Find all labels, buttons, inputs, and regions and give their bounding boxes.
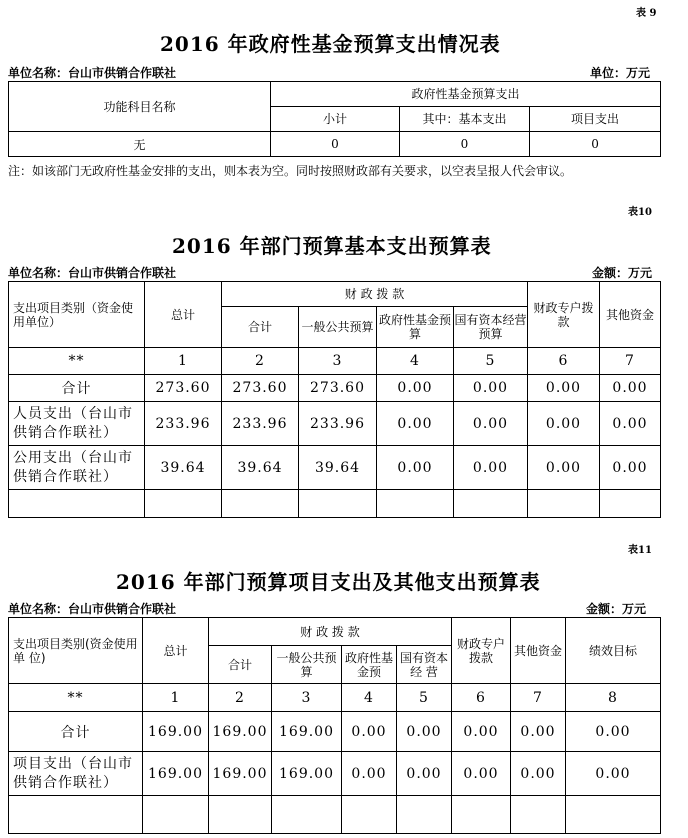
table-cell: 0.00 bbox=[511, 712, 566, 752]
currency-unit-label: 金额：万元 bbox=[586, 602, 647, 616]
table-footnote: 注：如该部门无政府性基金安排的支出，则本表为空。同时按照财政部有关要求，以空表呈报人代会审议。 bbox=[8, 164, 573, 178]
table-cell: 项目支出（台山市供销合作联社） bbox=[9, 752, 143, 796]
table-cell: 1 bbox=[143, 684, 209, 712]
header-category: 支出项目类别(资金使用单 位) bbox=[9, 618, 143, 684]
table-cell: 5 bbox=[397, 684, 452, 712]
currency-unit-label: 金额：万元 bbox=[592, 266, 653, 280]
table-cell: 0.00 bbox=[454, 446, 528, 490]
table-number-label: 表 9 bbox=[636, 8, 657, 19]
table-row bbox=[9, 375, 661, 402]
table-cell: 6 bbox=[452, 684, 511, 712]
header-special-account: 财政专户拨款 bbox=[528, 282, 600, 348]
header-subtotal: 合计 bbox=[209, 646, 272, 684]
table-cell: 8 bbox=[566, 684, 661, 712]
table-cell: 4 bbox=[377, 348, 454, 375]
table-cell: 0.00 bbox=[566, 712, 661, 752]
header-total: 总计 bbox=[145, 282, 222, 348]
table-cell: 233.96 bbox=[299, 402, 377, 446]
header-performance-target: 绩效目标 bbox=[566, 618, 661, 684]
table-row-empty bbox=[9, 796, 661, 834]
header-general-budget: 一般公共预算 bbox=[272, 646, 342, 684]
header-function-name: 功能科目名称 bbox=[9, 82, 271, 132]
table-cell: 0.00 bbox=[528, 375, 600, 402]
index-row bbox=[9, 684, 661, 712]
header-category: 支出项目类别（资金使用单位） bbox=[9, 282, 145, 348]
header-state-capital-budget: 国有资本经营预算 bbox=[454, 307, 528, 348]
table-cell: 3 bbox=[272, 684, 342, 712]
project-expenditure-table bbox=[8, 617, 661, 834]
table-title: 2016 年部门预算基本支出预算表 bbox=[172, 234, 492, 258]
table-row-empty bbox=[9, 490, 661, 518]
table-row bbox=[9, 712, 661, 752]
table-cell: 无 bbox=[9, 132, 271, 157]
header-state-capital-budget: 国有资本经 营 bbox=[397, 646, 452, 684]
table-cell: 0.00 bbox=[566, 752, 661, 796]
table-cell: 合计 bbox=[9, 712, 143, 752]
table-cell: 0 bbox=[530, 132, 661, 157]
header-general-budget: 一般公共预算 bbox=[299, 307, 377, 348]
table-cell: 233.96 bbox=[145, 402, 222, 446]
header-fiscal-allocation: 财 政 拨 款 bbox=[222, 282, 528, 307]
header-gov-fund-budget: 政府性基金预 bbox=[342, 646, 397, 684]
table-cell: 0.00 bbox=[600, 375, 661, 402]
table-row bbox=[9, 132, 661, 157]
table-row bbox=[9, 402, 661, 446]
table-cell: 0.00 bbox=[454, 402, 528, 446]
unit-name-label: 单位名称：台山市供销合作联社 bbox=[8, 602, 177, 616]
header-project-expenditure: 项目支出 bbox=[530, 107, 661, 132]
table-cell: 公用支出（台山市供销合作联社） bbox=[9, 446, 145, 490]
header-special-account: 财政专户拨款 bbox=[452, 618, 511, 684]
table-number-label: 表10 bbox=[628, 207, 652, 218]
table-cell: 7 bbox=[511, 684, 566, 712]
currency-unit-label: 单位：万元 bbox=[590, 66, 651, 80]
table-cell: 0.00 bbox=[600, 402, 661, 446]
table-cell: 169.00 bbox=[209, 752, 272, 796]
table-cell: 合计 bbox=[9, 375, 145, 402]
table-cell: 39.64 bbox=[222, 446, 299, 490]
table-cell: 0.00 bbox=[342, 712, 397, 752]
table-cell: 0.00 bbox=[452, 712, 511, 752]
table-cell: 0.00 bbox=[397, 752, 452, 796]
table-cell: 0 bbox=[271, 132, 400, 157]
table-cell: 1 bbox=[145, 348, 222, 375]
table-cell: 39.64 bbox=[299, 446, 377, 490]
table-cell: ** bbox=[9, 684, 143, 712]
table-cell: 人员支出（台山市供销合作联社） bbox=[9, 402, 145, 446]
table-cell: 169.00 bbox=[209, 712, 272, 752]
table-cell: 273.60 bbox=[145, 375, 222, 402]
table-cell: 169.00 bbox=[143, 712, 209, 752]
table-cell: 0.00 bbox=[377, 446, 454, 490]
header-total: 总计 bbox=[143, 618, 209, 684]
table-cell: 0.00 bbox=[377, 402, 454, 446]
table-cell: 2 bbox=[209, 684, 272, 712]
index-row bbox=[9, 348, 661, 375]
table-title: 2016 年政府性基金预算支出情况表 bbox=[160, 32, 501, 56]
header-subtotal: 小计 bbox=[271, 107, 400, 132]
table-cell: 273.60 bbox=[299, 375, 377, 402]
table-row bbox=[9, 446, 661, 490]
table-row bbox=[9, 752, 661, 796]
table-cell: 169.00 bbox=[143, 752, 209, 796]
basic-expenditure-table bbox=[8, 281, 661, 518]
table-number-label: 表11 bbox=[628, 545, 652, 556]
fund-budget-table bbox=[8, 81, 661, 157]
table-cell: ** bbox=[9, 348, 145, 375]
table-cell: 0.00 bbox=[454, 375, 528, 402]
header-fund-expenditure: 政府性基金预算支出 bbox=[271, 82, 661, 107]
table-cell: 0.00 bbox=[528, 402, 600, 446]
table-cell: 0.00 bbox=[377, 375, 454, 402]
table-cell: 0.00 bbox=[342, 752, 397, 796]
table-cell: 39.64 bbox=[145, 446, 222, 490]
header-other-funds: 其他资金 bbox=[511, 618, 566, 684]
table-title: 2016 年部门预算项目支出及其他支出预算表 bbox=[116, 570, 541, 594]
unit-name-label: 单位名称：台山市供销合作联社 bbox=[8, 266, 177, 280]
table-cell: 0.00 bbox=[397, 712, 452, 752]
table-cell: 0.00 bbox=[452, 752, 511, 796]
table-cell: 6 bbox=[528, 348, 600, 375]
unit-name-label: 单位名称：台山市供销合作联社 bbox=[8, 66, 177, 80]
table-cell: 0.00 bbox=[528, 446, 600, 490]
table-cell: 169.00 bbox=[272, 712, 342, 752]
table-cell: 0.00 bbox=[511, 752, 566, 796]
table-cell: 7 bbox=[600, 348, 661, 375]
table-cell: 2 bbox=[222, 348, 299, 375]
table-cell: 0 bbox=[400, 132, 530, 157]
header-gov-fund-budget: 政府性基金预算 bbox=[377, 307, 454, 348]
table-cell: 0.00 bbox=[600, 446, 661, 490]
table-cell: 233.96 bbox=[222, 402, 299, 446]
table-cell: 3 bbox=[299, 348, 377, 375]
header-basic-expenditure: 其中：基本支出 bbox=[400, 107, 530, 132]
header-fiscal-allocation: 财 政 拨 款 bbox=[209, 618, 452, 646]
table-cell: 273.60 bbox=[222, 375, 299, 402]
header-subtotal: 合计 bbox=[222, 307, 299, 348]
header-other-funds: 其他资金 bbox=[600, 282, 661, 348]
table-cell: 169.00 bbox=[272, 752, 342, 796]
table-cell: 4 bbox=[342, 684, 397, 712]
table-cell: 5 bbox=[454, 348, 528, 375]
